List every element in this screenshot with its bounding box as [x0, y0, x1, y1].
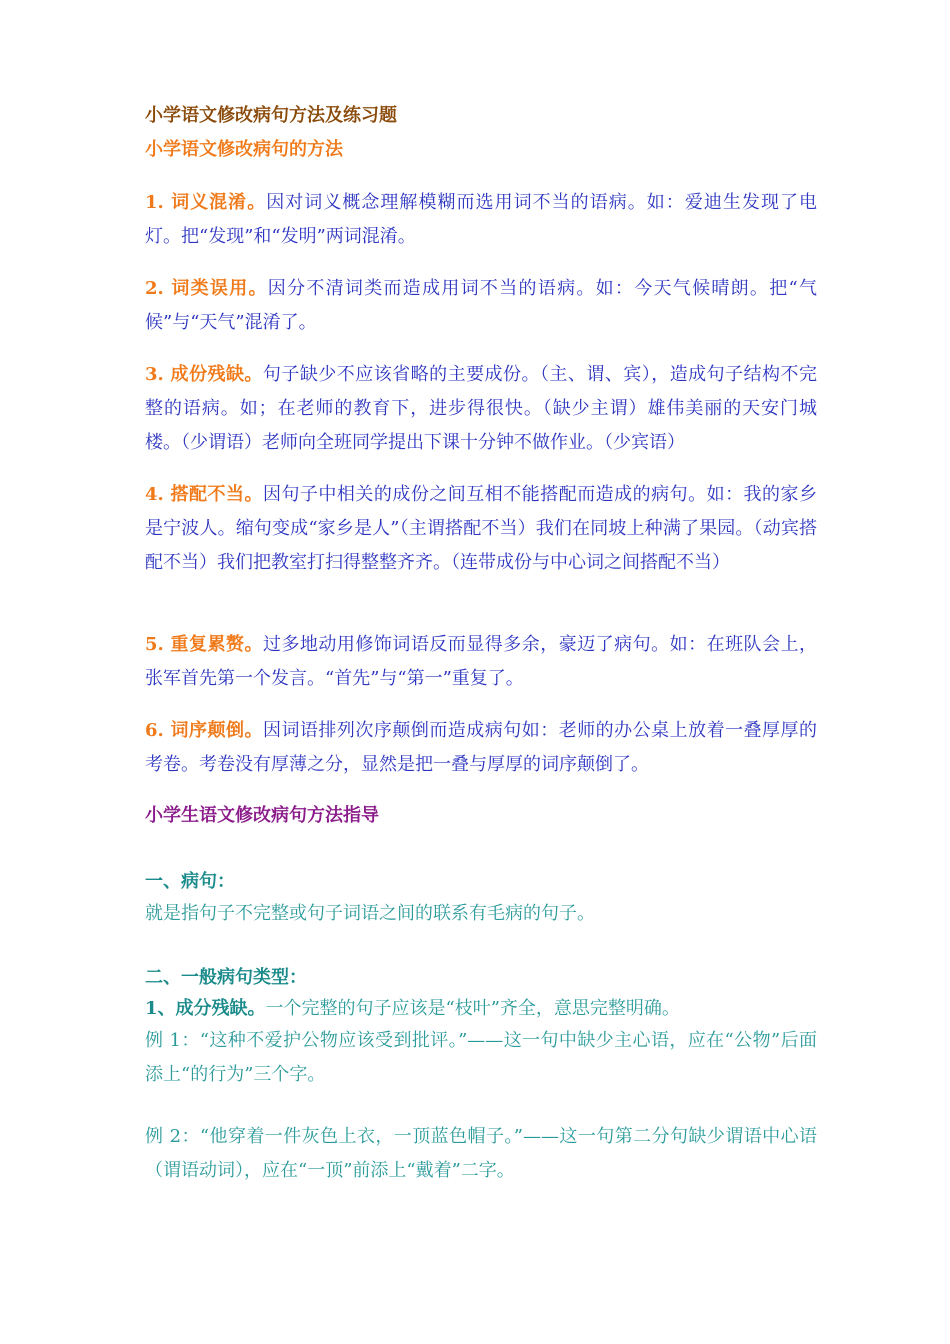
- example-paragraph: 例 1：“这种不爱护公物应该受到批评。”——这一句中缺少主心语，应在“公物”后面添上“的行为”三个字。: [145, 1030, 817, 1085]
- method-text: 因对词义概念理解模糊而选用词不当的语病。如：爱迪生发现了电灯。把“发现”和“发明”两词混淆。: [145, 192, 818, 247]
- method-paragraph: [145, 272, 817, 340]
- method-lead: 2. 词类误用。: [145, 278, 268, 299]
- type-item: [145, 992, 817, 1026]
- method-lead: 5. 重复累赘。: [145, 634, 263, 655]
- guide-title: 小学生语文修改病句方法指导: [145, 805, 379, 826]
- method-text: 因词语排列次序颠倒而造成病句如：老师的办公桌上放着一叠厚厚的考卷。考卷没有厚薄之分，显然是把一叠与厚厚的词序颠倒了。: [145, 720, 817, 775]
- example-paragraph: 例 2：“他穿着一件灰色上衣，一顶蓝色帽子。”——这一句第二分句缺少谓语中心语（谓语动词），应在“一顶”前添上“戴着”二字。: [145, 1126, 817, 1181]
- type-item-lead: 1、成分残缺。: [145, 998, 266, 1019]
- method-paragraph: [145, 358, 817, 460]
- method-lead: 6. 词序颠倒。: [145, 720, 263, 741]
- method-paragraph: [145, 628, 817, 696]
- method-lead: 1. 词义混淆。: [145, 192, 267, 213]
- type-item-text: 一个完整的句子应该是“枝叶”齐全，意思完整明确。: [265, 998, 680, 1019]
- section-heading: 二、一般病句类型：: [145, 967, 307, 988]
- method-paragraph: [145, 714, 817, 782]
- method-text: 句子缺少不应该省略的主要成份。（主、谓、宾），造成句子结构不完整的语病。如；在老师的教育下，进步得很快。（缺少主谓）雄伟美丽的天安门城楼。（少谓语）老师向全班同学提出下课十分钟不做作业。（少宾语）: [145, 364, 818, 453]
- method-paragraph: [145, 478, 817, 580]
- document-title: 小学语文修改病句方法及练习题: [145, 105, 397, 126]
- method-lead: 3. 成份残缺。: [145, 364, 263, 385]
- method-paragraph: [145, 186, 817, 254]
- section-text: 就是指句子不完整或句子词语之间的联系有毛病的句子。: [145, 903, 595, 924]
- method-text: 因分不清词类而造成用词不当的语病。如：今天气候晴朗。把“气候”与“天气”混淆了。: [145, 278, 817, 333]
- section-heading: 一、病句：: [145, 871, 235, 892]
- document-subtitle: 小学语文修改病句的方法: [145, 139, 343, 160]
- method-text: 过多地动用修饰词语反而显得多余，豪迈了病句。如：在班队会上，张军首先第一个发言。“首先”与“第一”重复了。: [145, 634, 817, 689]
- method-text: 因句子中相关的成份之间互相不能搭配而造成的病句。如：我的家乡是宁波人。缩句变成“家乡是人”（主谓搭配不当）我们在同坡上种满了果园。（动宾搭配不当）我们把教室打扫得整整齐齐。（连带成份与中心词之间搭配不当）: [145, 484, 817, 573]
- method-lead: 4. 搭配不当。: [145, 484, 263, 505]
